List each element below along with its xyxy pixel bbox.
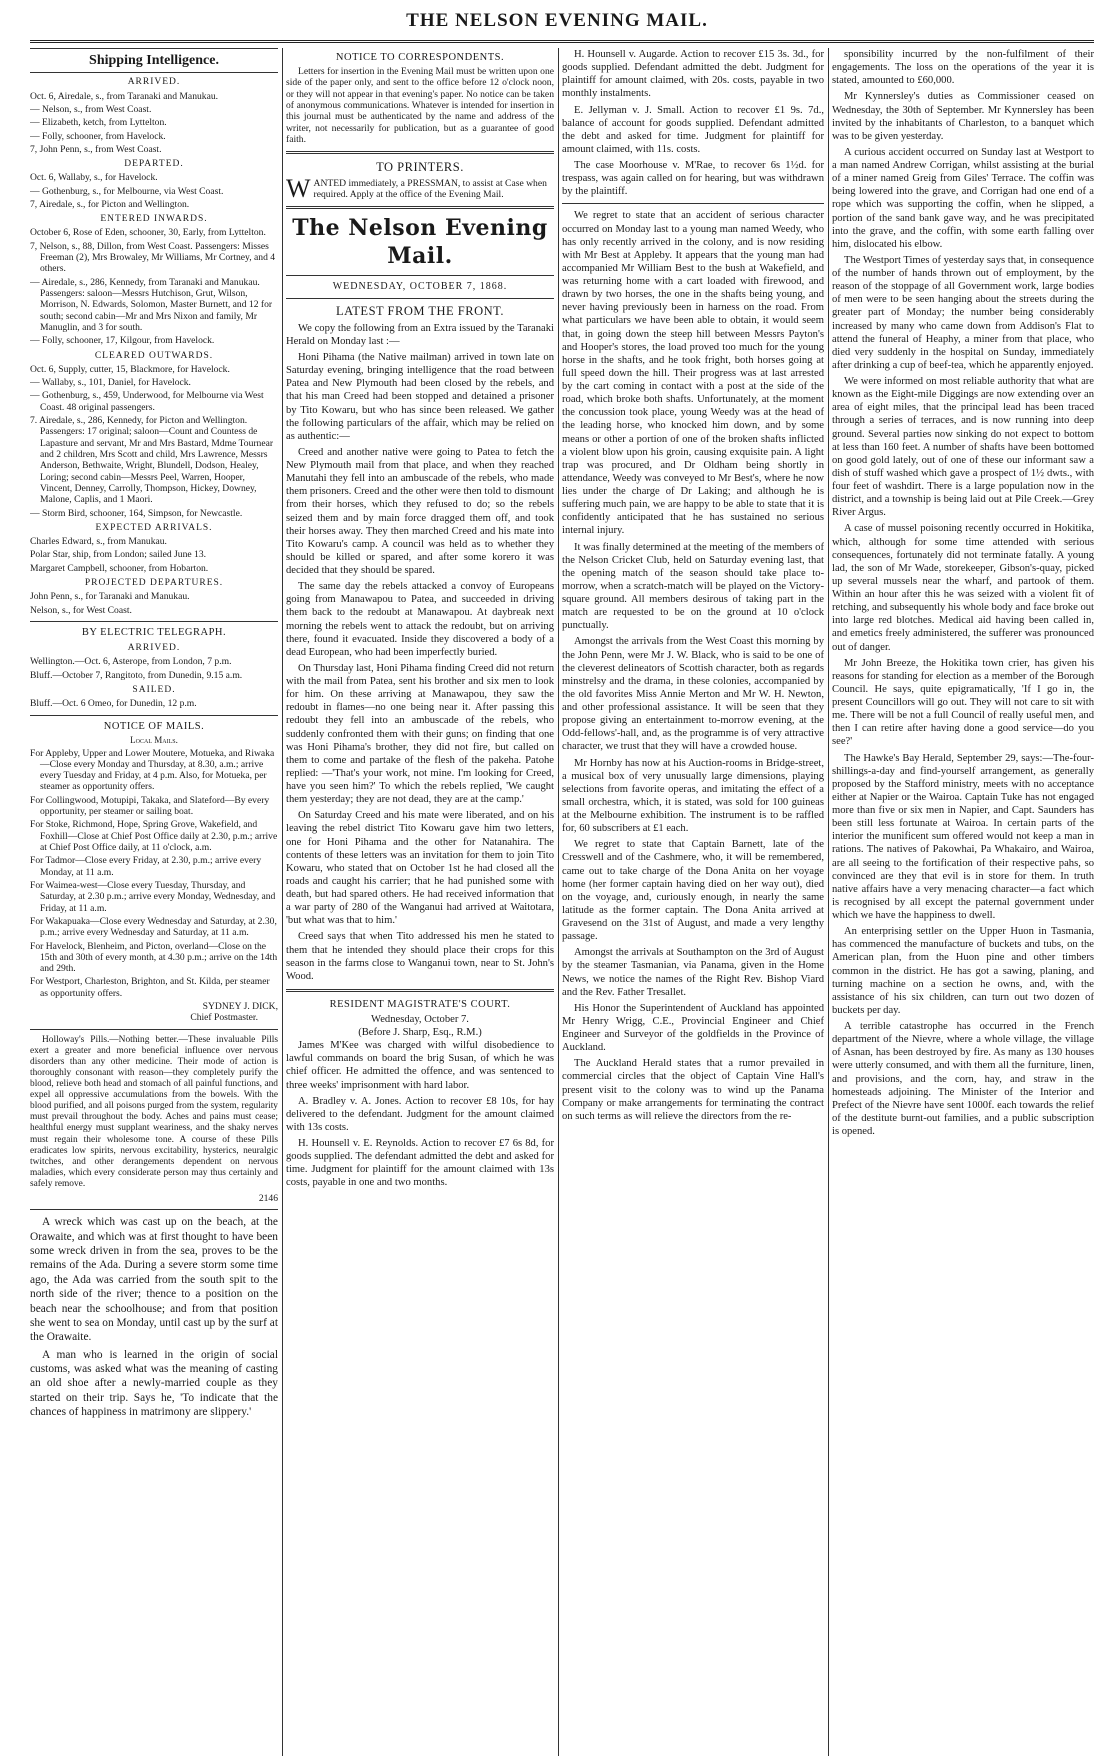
shipping-entry: Oct. 6, Wallaby, s., for Havelock. (30, 172, 158, 184)
news-paragraph: Mr Kynnersley's duties as Commissioner ceased on Wednesday, the 30th of September. Mr Kynnersley has been invited by the inhabitants of Charleston, to a banquet which was to be given yesterday. (832, 91, 1094, 142)
shipping-entry: Nelson, s., for West Coast. (30, 604, 132, 616)
court-date: Wednesday, October 7. (371, 1013, 469, 1025)
column-3 (562, 48, 824, 1756)
mails-list (30, 748, 278, 1000)
news-paragraphs (832, 48, 1094, 1138)
tele-arrived-list (30, 656, 278, 681)
telegraph-heading: BY ELECTRIC TELEGRAPH. (81, 626, 227, 638)
article-paragraph: Honi Pihama (the Native mailman) arrived in town late on Saturday evening, bringing intelligence that the road between Patea and New Plymouth had been closed by the rebels, and that his man Creed had been stopped and detained a prisoner by Tito Kowaru, but who has since been released. We gather the following particulars of the affair, which may be relied on as authentic:— (286, 352, 554, 442)
arrived-heading: ARRIVED. (127, 77, 181, 88)
signer: SYDNEY J. DICK, (202, 1001, 278, 1013)
masthead: THE NELSON EVENING MAIL. (406, 10, 708, 31)
mail-entry: For Stoke, Richmond, Hope, Spring Grove, Wakefield, and Foxhill—Close at Chief Post Office daily at 2.30, p.m.; arrive at Chief Post Office daily, at 11 o'clock, a.m. (30, 819, 278, 854)
article-paragraph: On Saturday Creed and his mate were liberated, and on his leaving the rebel district Tito Kowaru gave him two letters, one for Honi Pihama and the other for Natanahira. The contents of these letters was an invitation for them to join Tito Kowaru, who stated that on October 1st he had closed all the roads and caught his carrier; that he had punished some with death, but had spared others. He had received information that a war party of 280 of the Wanganui had arrived at Waitotara, 'but what was that to him.' (286, 810, 554, 927)
news-paragraph: It was finally determined at the meeting of the members of the Nelson Cricket Club, held on Saturday evening last, that the opening match of the season should take place to-morrow, when a scratch-match will be played on the Victory-square ground. All members desirous of taking part in the match are requested to be on the ground at 10 o'clock punctually. (562, 541, 824, 632)
front-article (286, 322, 554, 983)
news-paragraph: A curious accident occurred on Sunday last at Westport to a man named Andrew Corrigan, whilst assisting at the burial of a miner named Greig from Giles' Terrace. The coffin was being lowered into the grave, and Corrigan had one end of a rope which was supporting the coffin, when he slipped, a portion of the sand bank gave way, and he was precipitated into the grave, and the coffin, with some earth falling over him, dislocated his elbow. (832, 146, 1094, 250)
column-divider (828, 48, 829, 1756)
divider (30, 1029, 278, 1030)
shipping-entry: 7. Airedale, s., 286, Kennedy, for Picton and Wellington. Passengers: 17 original; saloon—Count and Countess de Lapasture and servant, Mr and Mrs Bastard, Mdme Tournear and 2 children, Mrs Scott and child, Mrs Lawrence, Messrs Anderson, Bethwaite, Wright, Blundell, Dodson, Healey, Loring; second cabin—Messrs Peel, Warren, Hooper, Vincent, Denney, Carrolly, Thompson, Hickey, Downey, Malone, Caplis, and 1 Maori. (30, 415, 274, 506)
telegraph-entry: Bluff.—October 7, Rangitoto, from Dunedin, 9.15 a.m. (30, 669, 243, 681)
court-case: James M'Kee was charged with wilful disobedience to lawful commands on board the brig Susan, of which he was chief officer. He admitted the offence, and was sentenced to three weeks' imprisonment with hard labor. (286, 1040, 554, 1091)
mail-entry: For Tadmor—Close every Friday, at 2.30, p.m.; arrive every Monday, at 11 a.m. (30, 855, 262, 878)
projected-list (30, 591, 278, 616)
shipping-entry: Margaret Campbell, schooner, from Hobarton. (30, 562, 209, 574)
shipping-entry: — Folly, schooner, from Havelock. (30, 130, 166, 142)
court-article (286, 1039, 554, 1189)
shipping-entry: October 6, Rose of Eden, schooner, 30, Early, from Lyttelton. (30, 227, 266, 239)
advert-number: 2146 (258, 1193, 278, 1205)
article-paragraph: Creed says that when Tito addressed his men he stated to them that he intended they should place their crops for this season in the farms close to Wanganui town, near to St. John's Wood. (286, 931, 554, 982)
court-case: E. Jellyman v. J. Small. Action to recover £1 9s. 7d., balance of account for goods supplied. Defendant admitted the debt and asked for time. Judgment for plaintiff for amount claimed, with 11s. costs. (562, 104, 824, 155)
divider (286, 298, 554, 299)
shipping-entry: Polar Star, ship, from London; sailed June 13. (30, 549, 207, 561)
column-4 (832, 48, 1094, 1756)
cleared-heading: CLEARED OUTWARDS. (94, 350, 214, 361)
column-divider (282, 48, 283, 1756)
wreck-paragraph: A wreck which was cast up on the beach, at the Orawaite, and which was at first thought to have been some wreck driven in from the sea, proves to be the remains of the Ada. During a severe storm some time ago, the Ada was carried from the south spit to the north side of the river; thence to a position on the beach near the schoolhouse; and from that position she went to sea on Monday, until cast up by the surf at the Orawaite. (30, 1216, 278, 1344)
expected-heading: EXPECTED ARRIVALS. (95, 522, 213, 533)
shipping-entry: Oct. 6, Airedale, s., from Taranaki and Manukau. (30, 90, 219, 102)
top-rule (30, 40, 1094, 43)
printers-heading: TO PRINTERS. (376, 160, 464, 175)
news-paragraph: A case of mussel poisoning recently occurred in Hokitika, which, although for some time attended with serious consequences, fortunately did not terminate fatally. A young lad, the son of Mr Wade, storekeeper, Gibson's-quay, picked up several mussels near the wharf, and partook of them. Within an hour after this he was seized with a violent fit of retching, and subsequently his whole body and face broke out into large red blotches. Medical aid having been called in, and emetics freely administered, the sufferer was pronounced out of danger. (832, 523, 1094, 653)
notice-heading: NOTICE TO CORRESPONDENTS. (335, 52, 505, 63)
shipping-entry: — Folly, schooner, 17, Kilgour, from Havelock. (30, 335, 215, 347)
article-paragraph: On Thursday last, Honi Pihama finding Creed did not return with the mail from Patea, sent his brother and six men to look for him. On these arriving at Manawapou, they saw the redoubt in flames—no one being near it. After passing this redoubt they fell into an ambuscade of the rebels, who suddenly confronted them with their guns; on finding that one was Honi Pihama's brother, they did not fire, but called on them to come and partake of the flesh of the pakeha. Patohe replied: —'That's your work, not mine. I'm looking for Creed, have you seen him?' To which the rebels replied, 'We caught them yesterday; they are not dead, they are at the camp.' (286, 662, 554, 806)
tele-sailed-heading: SAILED. (132, 685, 176, 696)
arrived-list (30, 91, 278, 156)
column-divider (558, 48, 559, 1756)
divider (30, 715, 278, 716)
article-paragraph: Creed and another native were going to Patea to fetch the New Plymouth mail from that place, and when they reached Manutahi they fell into an ambuscade of the rebels, who made them prisoners. Creed and the other were then told to dismount from their horses, which they refused to do; so the rebels seized them and by main force dragged them off, and took their horses away. They then marched Creed and his mate into Tito Kowaru's camp. A council was held as to whether they should be killed or spared, and after some korero it was decided that they should be spared. (286, 446, 554, 576)
mail-entry: For Appleby, Upper and Lower Moutere, Motueka, and Riwaka—Close every Monday and Thursday, at 8.30, a.m.; arrive every Tuesday and Friday, at 4 p.m. Also, for Motueka, per steamer as opportunity offers. (30, 747, 275, 793)
mail-entry: For Waimea-west—Close every Tuesday, Thursday, and Saturday, at 2.30 p.m.; arrive every Monday, Wednesday, and Friday, at 11 a.m. (30, 879, 276, 914)
divider (286, 206, 554, 209)
news-paragraph: Mr Hornby has now at his Auction-rooms in Bridge-street, a musical box of very unusually large dimensions, playing selections from favorite operas, and imitating the effect of a small orchestra, which, it is stated, was sold for 100 guineas at the Melbourne exhibition. The instrument is to be raffled for, 60 subscribers at £1 each. (562, 757, 824, 835)
divider (30, 621, 278, 622)
news-paragraph: The Auckland Herald states that a rumor prevailed in commercial circles that the object of Captain Vine Hall's present visit to the colony was to wind up the Panama Company or make arrangements for terminating the contract on such terms as will relieve the directors from the re- (562, 1058, 824, 1122)
news-paragraph: sponsibility incurred by the non-fulfilment of their engagements. The loss on the operations of the year it is stated, amounted to £60,000. (832, 49, 1094, 87)
divider (286, 151, 554, 154)
divider (286, 275, 554, 276)
court-case: The case Moorhouse v. M'Rae, to recover 6s 1½d. for trespass, was again called on for hearing, but was withdrawn by the plaintiff. (562, 160, 824, 198)
article-paragraph: We copy the following from an Extra issued by the Taranaki Herald on Monday last :— (286, 322, 554, 347)
shipping-entry: Oct. 6, Supply, cutter, 15, Blackmore, for Havelock. (30, 363, 230, 375)
signer-title: Chief Postmaster. (190, 1012, 258, 1024)
news-paragraph: His Honor the Superintendent of Auckland has appointed Mr Henry Wrigg, C.E., Provincial Engineer and Chief Engineer and Surveyor of the goldfields in the Province of Auckland. (562, 1002, 824, 1054)
shipping-entry: — Gothenburg, s., for Melbourne, via West Coast. (30, 185, 224, 197)
entered-list (30, 227, 278, 346)
divider (286, 989, 554, 992)
shipping-entry: — Gothenburg, s., 459, Underwood, for Melbourne via West Coast. 48 original passengers. (30, 390, 264, 413)
news-paragraph: We regret to state that an accident of serious character occurred on Monday last to a young man named Weedy, who has only recently arrived in the colony, and is now residing with Mr Best at Appleby. It appears that the young man had accompanied Mr William Best to the bush at Wakefield, and was returning home with a cart loaded with firewood, and drawn by two horses, the one in the shafts being young, and never having previously been in harness on the road. From what particulars we have been able to obtain, it would seem that, in going down the steep hill between Messrs Payton's and Hooper's stores, the load proved too much for the young horse in the shafts, and he took fright, both horses going at full speed down the hill. Their progress was at last arrested by the cart coming in contact with a post at the side of the road, which broke both shafts. Unfortunately, at the moment the concussion took place, young Weedy was at the head of the leading horse, who knocked him down, and by some means or other a portion of one of the broken shafts inflicted a violent blow upon his groin, causing exquisite pain. A light trap was procured, and Dr Oldham being shortly in attendance, Weedy was conveyed to Mr Best's, where he now lies under the charge of Dr Laking; and although he is suffering much pain, we are happy to be able to state that it is confidently anticipated that he has sustained no serious internal injury. (562, 210, 824, 537)
news-paragraph: The Hawke's Bay Herald, September 29, says:—The-four-shillings-a-day and find-yourself arrangement, as generally proposed by the Stafford ministry, meets with no acceptance either at Napier or the Wairoa. Captain Tuke has not engaged more than five or six men in Napier, and Capt. Saunders has been still less fortunate at Wairoa. In certain parts of the interior the munificent sum offered would not keep a man in rations. The natives of Pakowhai, Pa Whakairo, and Wairoa, are all seeing to the fortification of their respective pahs, so convinced are they that evil is in store for them. In truth native affairs have a very menacing character—a fact which is recognised by all except the paternal government under which we have the happiness to dwell. (832, 752, 1094, 921)
news-paragraph: Amongst the arrivals from the West Coast this morning by the John Penn, were Mr J. W. Black, who is said to be one of the cleverest delineators of Scottish character, both as regards minstrelsy and the drama, in these colonies, accompanied by the old favorites Miss Annie Merton and Mr W. H. Newton, and other professional assistance. It will be seen that they propose giving an entertainment to-morrow evening, at the Odd-fellows'-hall, and, as the programme is of very attractive character, we trust that they will have a crowded house. (562, 636, 824, 753)
divider (30, 1209, 278, 1210)
newspaper-flag: The Nelson Evening Mail. (292, 215, 548, 269)
cleared-list (30, 364, 278, 519)
printers-advert (286, 173, 554, 203)
telegraph-entry: Bluff.—Oct. 6 Omeo, for Dunedin, 12 p.m. (30, 698, 197, 710)
front-heading: LATEST FROM THE FRONT. (336, 304, 504, 319)
mail-entry: For Wakapuaka—Close every Wednesday and Saturday, at 2.30, p.m.; arrive every Wednesday and Saturday, at 11 a.m. (30, 915, 277, 939)
mail-entry: For Westport, Charleston, Brighton, and St. Kilda, per steamer as opportunity offers. (30, 976, 270, 999)
tele-arrived-heading: ARRIVED. (127, 643, 181, 654)
dateline: WEDNESDAY, OCTOBER 7, 1868. (332, 280, 508, 292)
expected-list (30, 536, 278, 574)
shipping-entry: — Airedale, s., 286, Kennedy, from Taranaki and Manukau. Passengers: saloon—Messrs Hutchison, Grut, Wilson, Morrison, N. Edwards, Solomon, Master Burnett, and 12 for south; second cabin—Mr and Mrs Nixon and family, Mr Manuglin, and 3 for south. (30, 276, 273, 333)
shipping-entry: — Storm Bird, schooner, 164, Simpson, for Newcastle. (30, 507, 243, 519)
column-1 (30, 48, 278, 1756)
local-mails-heading: Local Mails. (130, 734, 178, 745)
departed-heading: DEPARTED. (124, 159, 184, 170)
tele-sailed-list (30, 698, 278, 709)
newspaper-page (30, 48, 1094, 1756)
news-paragraph: An enterprising settler on the Upper Huon in Tasmania, has commenced the manufacture of buckets and tubs, on the American plan, from the Huon pine and other timbers common in the district. He has got a sawing, planing, and turning machine on a section he owns, and, with the assistance of his six children, can turn out two dozen of buckets per day. (832, 926, 1094, 1016)
court-case: H. Hounsell v. Augarde. Action to recover £15 3s. 3d., for goods supplied. Defendant admitted the debt. Judgment for plaintiff for amount claimed, with 20s. costs, payable in two monthly instalments. (562, 49, 824, 100)
shipping-entry: 7, Nelson, s., 88, Dillon, from West Coast. Passengers: Misses Freeman (2), Mrs Browaley, Mr Williams, Mr Cortney, and 4 others. (30, 240, 276, 275)
shipping-entry: 7, Airedale, s., for Picton and Wellington. (30, 198, 190, 210)
shipping-entry: John Penn, s., for Taranaki and Manukau. (30, 591, 190, 603)
news-paragraph: Amongst the arrivals at Southampton on the 3rd of August by the steamer Tasmanian, via Panama, given in the Home News, we notice the names of the Right Rev. Bishop Viard and the Rev. Father Tresallet. (562, 947, 824, 998)
mails-heading: NOTICE OF MAILS. (103, 720, 205, 732)
telegraph-entry: Wellington.—Oct. 6, Asterope, from London, 7 p.m. (30, 656, 232, 668)
news-paragraph: We regret to state that Captain Barnett, late of the Cresswell and of the Cashmere, who, it will be remembered, came out to take charge of the Dona Anita on her voyage home (her former captain having died on her way out), died on the voyage, and, curiously enough, in nearly the same latitude as the former captain. The Dona Anita arrived at Gravesend on the 31st of August, and made a very lengthy passage. (562, 839, 824, 943)
divider (562, 203, 824, 204)
shipping-entry: — Elizabeth, ketch, from Lyttelton. (30, 117, 167, 129)
mail-entry: For Havelock, Blenheim, and Picton, overland—Close on the 15th and 30th of every month, at 4.30 p.m.; arrive on the 14th and 29th. (30, 940, 278, 975)
news-paragraph: Mr John Breeze, the Hokitika town crier, has given his reasons for standing for election as a member of the Borough Council. He says, quite epigramatically, 'If I go in, the present Councillors will go out. They will not care to sit with me. There will be not a full Council of really useful men, and then I can retire after having done a good service—do you see?' (832, 657, 1094, 748)
shipping-title: Shipping Intelligence. (30, 48, 278, 73)
drop-capital: W (286, 173, 311, 203)
court-case: H. Hounsell v. E. Reynolds. Action to recover £7 6s 8d, for goods supplied. The defendant admitted the debt and asked for time. Judgment for plaintiff for the amount claimed with 13s costs, payable in one and two months. (286, 1138, 554, 1189)
news-paragraph: We were informed on most reliable authority that what are known as the Eight-mile Diggings are now extending over an area of eight miles, that the principal lead has been traced through a series of terraces, and is now running into deep ground. Several parties now sinking do not expect to bottom at less than 160 feet. A number of shafts have been bottomed on good gold lately, out of one of these our informant saw a dish of stuff washed which gave a prospect of 1½ dwts., with four feet of washdirt. There is a large population now in the district, and a township is being laid out at Pile Creek.—Grey River Argus. (832, 376, 1094, 519)
news-paragraph: A terrible catastrophe has occurred in the French department of the Nievre, where a whole village, the village of Asnan, has been destroyed by fire. As many as 130 houses were utterly consumed, and with them all the furniture, linen, and provisions, and the corn, hay, and straw in the homesteads adjoining. The Minister of the Interior and Prefect of the Nievre have sent 1000f. each towards the relief of the destitute burnt-out families, and a public subscription is opened. (832, 1021, 1094, 1137)
shipping-entry: — Nelson, s., from West Coast. (30, 103, 152, 115)
news-paragraphs (562, 209, 824, 1123)
entered-heading: ENTERED INWARDS. (100, 214, 208, 225)
shoe-paragraph: A man who is learned in the origin of social customs, was asked what was the meaning of casting an old shoe after a newly-married couple as they started on their trip. Says he, 'To indicate that the chances of happiness in matrimony are slippery.' (30, 1348, 278, 1419)
court-case: A. Bradley v. A. Jones. Action to recover £8 10s, for hay delivered to the defendant. Judgment for the amount claimed with 13s costs. (286, 1095, 554, 1133)
news-paragraph: The Westport Times of yesterday says that, in consequence of the number of hands thrown out of employment, by the reason of the stoppage of all Government work, large bodies of men were to be seen hanging about the streets during the greater part of Monday; the number being considerably increased by many who came down from Addison's Flat to attend the funeral of Heaphy, a miner from that place, who died very suddenly in the hospital on Sunday, immediately after drinking a cup of beef-tea, which he apparently enjoyed. (832, 254, 1094, 371)
court-before: (Before J. Sharp, Esq., R.M.) (358, 1027, 482, 1039)
departed-list (30, 172, 278, 210)
column-2 (286, 48, 554, 1756)
projected-heading: PROJECTED DEPARTURES. (84, 578, 224, 588)
printers-text: ANTED immediately, a PRESSMAN, to assist at Case when required. Apply at the office of the Evening Mail. (313, 177, 547, 201)
notice-text: Letters for insertion in the Evening Mail must be written upon one side of the paper only, and sent to the office before 12 o'clock noon, or they will not appear in that evening's paper. No notice can be taken of anonymous communications. Whatever is intended for insertion in this journal must be authenticated by the name and address of the writer, not necessarily for publication, but as a guarantee of good faith. (286, 66, 554, 145)
shipping-entry: Charles Edward, s., from Manukau. (30, 536, 167, 548)
shipping-entry: — Wallaby, s., 101, Daniel, for Havelock. (30, 377, 191, 389)
court-continued (562, 48, 824, 198)
mail-entry: For Collingwood, Motupipi, Takaka, and Slateford—By every opportunity, per steamer or sailing boat. (30, 794, 270, 818)
holloway-advert: Holloway's Pills.—Nothing better.—These invaluable Pills exert a greater and more beneficial influence over nervous disorders than any other medicine. Their mode of action is thoroughly consonant with reason—they completely purify the blood, relieve both head and stomach of all painful functions, and expel all oppressive accumulations from the bowels. With the blood purified, and all poisons purged from the system, regularity must prevail throughout the body. Aches and pains must cease; healthful energy must supplant weariness, and the shaky nerves must regain their wholesome tone. A course of these Pills eradicates low spirits, nervous excitability, hysterics, neuralgic twitches, and other derangements dependent on nervous maladies, which every considerate person may thus certainly and safely remove. (30, 1034, 278, 1189)
court-heading: RESIDENT MAGISTRATE'S COURT. (329, 998, 511, 1010)
article-paragraph: The same day the rebels attacked a convoy of Europeans going from Manawapou to Patea, and succeeded in driving them back to the redoubt at Manawapou. At daybreak next morning the rebels went to attack the redoubt, but on arriving there, found it evacuated. Inside they discovered a body of a dead European, who had been imperfectly buried. (286, 581, 554, 658)
shipping-entry: 7, John Penn, s., from West Coast. (30, 143, 162, 155)
